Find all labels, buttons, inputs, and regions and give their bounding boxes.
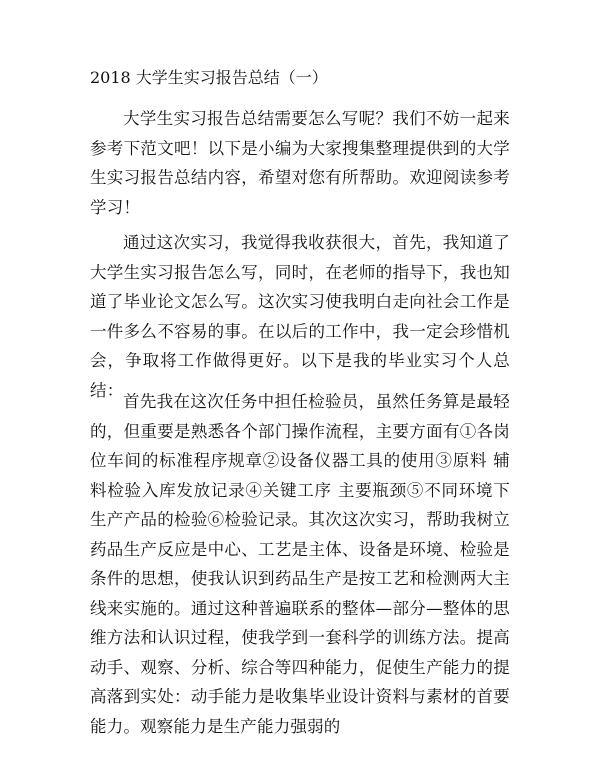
paragraph-details: 首先我在这次任务中担任检验员，虽然任务算是最轻的，但重要是熟悉各个部门操作流程，主要方面有①各岗位车间的标准程序规章②设备仪器工具的使用③原料 辅料检验入库发放记录④关键工序 主要瓶颈⑤不同环境下生产产品的检验⑥检验记录。其次这次实习，帮助我树立药品生产反应是中心、工艺是主体、设备是环境、检验是条件的思想，使我认识到药品生产是按工艺和检测两大主线来实施的。通过这种普遍联系的整体—部分—整体的思维方法和认识过程，使我学到一套科学的训练方法。提高动手、观察、分析、综合等四种能力，促使生产能力的提高落到实处：动手能力是收集毕业设计资料与素材的首要能力。观察能力是生产能力强弱的 [90, 392, 510, 736]
paragraph-intro: 大学生实习报告总结需要怎么写呢？我们不妨一起来参考下范文吧！以下是小编为大家搜集整理提供到的大学生实习报告总结内容，希望对您有所帮助。欢迎阅读参考学习！ [90, 109, 510, 217]
paragraph-gains: 通过这次实习，我觉得我收获很大，首先，我知道了大学生实习报告怎么写，同时，在老师的指导下，我也知道了毕业论文怎么写。这次实习使我明白走向社会工作是一件多么不容易的事。在以后的工作中，我一定会珍惜机会，争取将工作做得更好。以下是我的毕业实习个人总结： [90, 233, 510, 400]
document-title: 2018 大学生实习报告总结（一） [90, 68, 328, 87]
